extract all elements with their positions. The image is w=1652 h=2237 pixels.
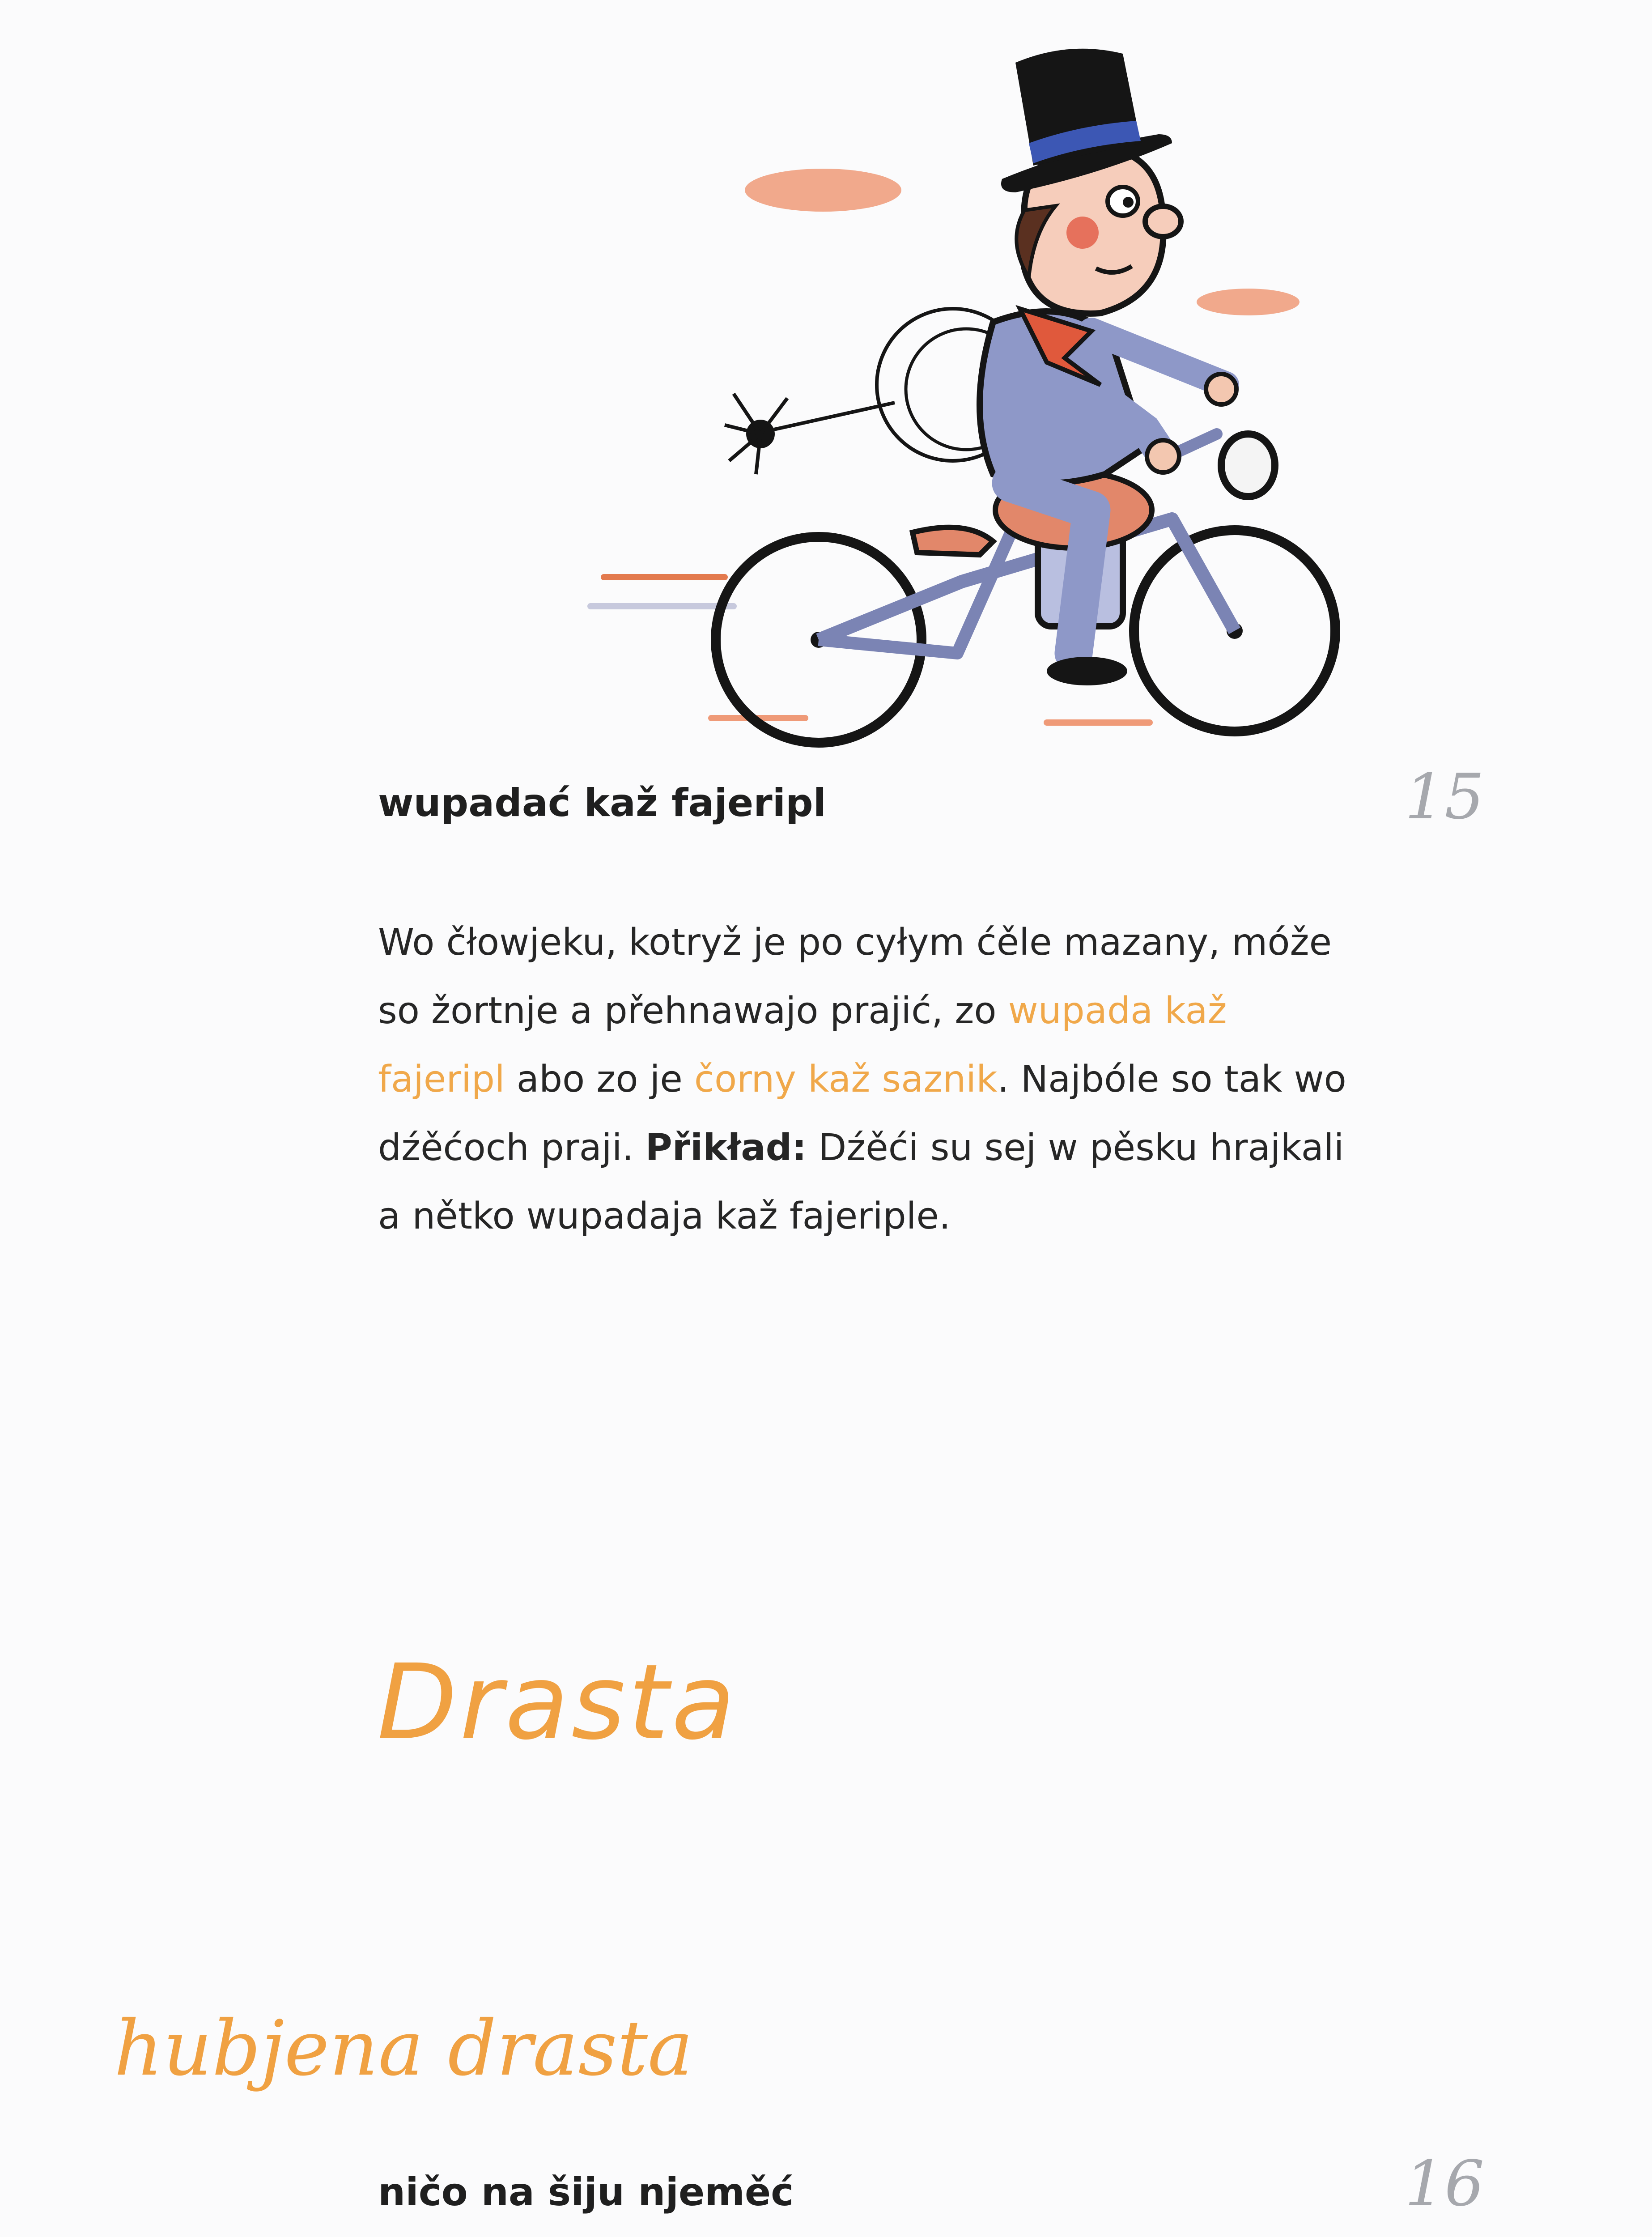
chimney-sweep-bicycle-illustration bbox=[564, 45, 1369, 752]
body-text-segment: . Najbóle so tak wo dźěćoch praji. bbox=[378, 1058, 1346, 1169]
body-text-segment: abo zo je bbox=[505, 1058, 694, 1101]
entry-number: 16 bbox=[1405, 2148, 1485, 2220]
body-text-segment: Wo čłowjeku, kotryž je po cyłym ćěle mazany, móže so žortnje a přehnawajo prajić, zo bbox=[378, 921, 1332, 1032]
entry-body-text bbox=[378, 908, 1362, 1250]
body-text-segment: Dźěći su sej w pěsku hrajkali a nětko wupadaja kaž fajeriple. bbox=[378, 1127, 1344, 1238]
highlighted-phrase: wupada kaž fajeripl bbox=[378, 990, 1227, 1101]
chapter-heading: Drasta bbox=[377, 1642, 738, 1763]
example-label: Přikład: bbox=[645, 1127, 807, 1169]
highlighted-phrase: čorny kaž saznik bbox=[694, 1058, 998, 1101]
section-heading: hubjena drasta bbox=[114, 2004, 693, 2093]
entry-title: ničo na šiju njeměć bbox=[378, 2170, 794, 2215]
entry-title: wupadać kaž fajeripl bbox=[378, 781, 827, 825]
entry-number: 15 bbox=[1405, 761, 1485, 834]
